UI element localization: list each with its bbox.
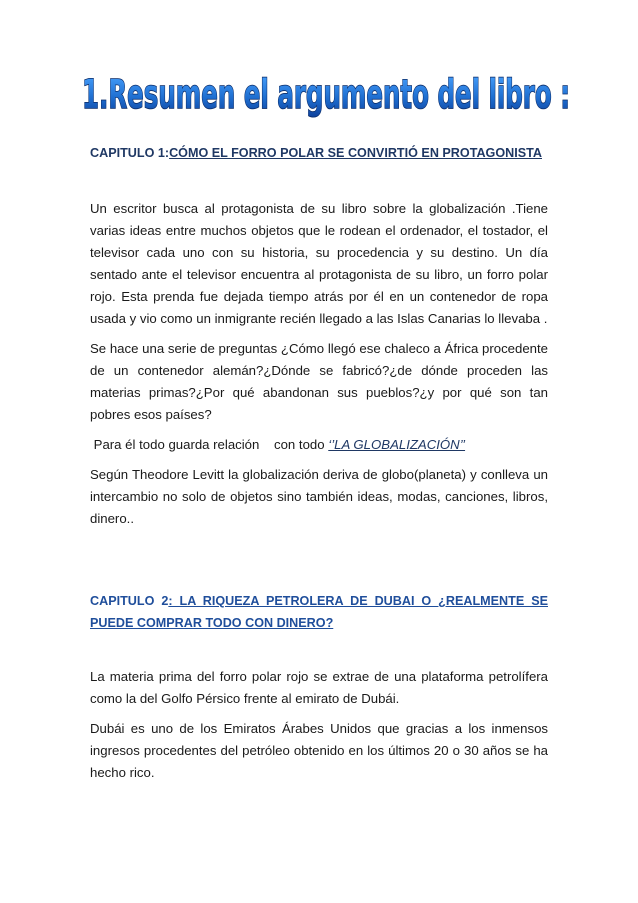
relation-text: Para él todo guarda relación con todo xyxy=(90,437,329,452)
chapter1-levitt-paragraph: Según Theodore Levitt la globalización deriva de globo(planeta) y conlleva un intercambio no solo de objetos sino también ideas, modas, canciones, libros, dinero.. xyxy=(90,467,548,526)
chapter2-heading-prefix: CAPITULO 2 xyxy=(90,594,169,608)
chapter2-heading-title: : LA RIQUEZA PETROLERA DE DUBAI O ¿REALMENTE SE PUEDE COMPRAR TODO CON DINERO? xyxy=(90,594,548,630)
chapter2-paragraph-2: Dubái es uno de los Emiratos Árabes Unidos que gracias a los inmensos ingresos procedentes del petróleo obtenido en los últimos 20 o 30 años se ha hecho rico. xyxy=(90,721,548,780)
chapter2-paragraph-1: La materia prima del forro polar rojo se extrae de una plataforma petrolífera como la del Golfo Pérsico frente al emirato de Dubái. xyxy=(90,669,548,706)
chapter1-heading-title: CÓMO EL FORRO POLAR SE CONVIRTIÓ EN PROTAGONISTA xyxy=(169,146,542,160)
chapter1-relation-line xyxy=(90,434,548,456)
chapter1-paragraph-2: Se hace una serie de preguntas ¿Cómo llegó ese chaleco a África procedente de un contenedor alemán?¿Dónde se fabricó?¿de dónde proceden las materias primas?¿Por qué abandonan sus pueblos?¿y por qué son tan pobres esos países? xyxy=(90,341,548,422)
chapter1-heading-prefix: CAPITULO 1: xyxy=(90,146,170,160)
chapter2-heading xyxy=(90,590,548,634)
chapter1-paragraph-1: Un escritor busca al protagonista de su libro sobre la globalización .Tiene varias ideas entre muchos objetos que le rodean el ordenador, el tostador, el televisor cada uno con su historia, su procedencia y su destino. Un día sentado ante el televisor encuentra al protagonista de su libro, un forro polar rojo. Esta prenda fue dejada tiempo atrás por él en un contenedor de ropa usada y vio como un inmigrante recién llegado a las Islas Canarias lo llevaba . xyxy=(90,201,548,326)
wordart-title xyxy=(78,64,578,120)
globalizacion-highlight: ‘’LA GLOBALIZACIÓN’’ xyxy=(328,437,466,452)
page-title: 1.Resumen el argumento del libro : xyxy=(82,72,570,118)
chapter1-heading xyxy=(90,142,548,164)
document-body xyxy=(90,142,548,784)
